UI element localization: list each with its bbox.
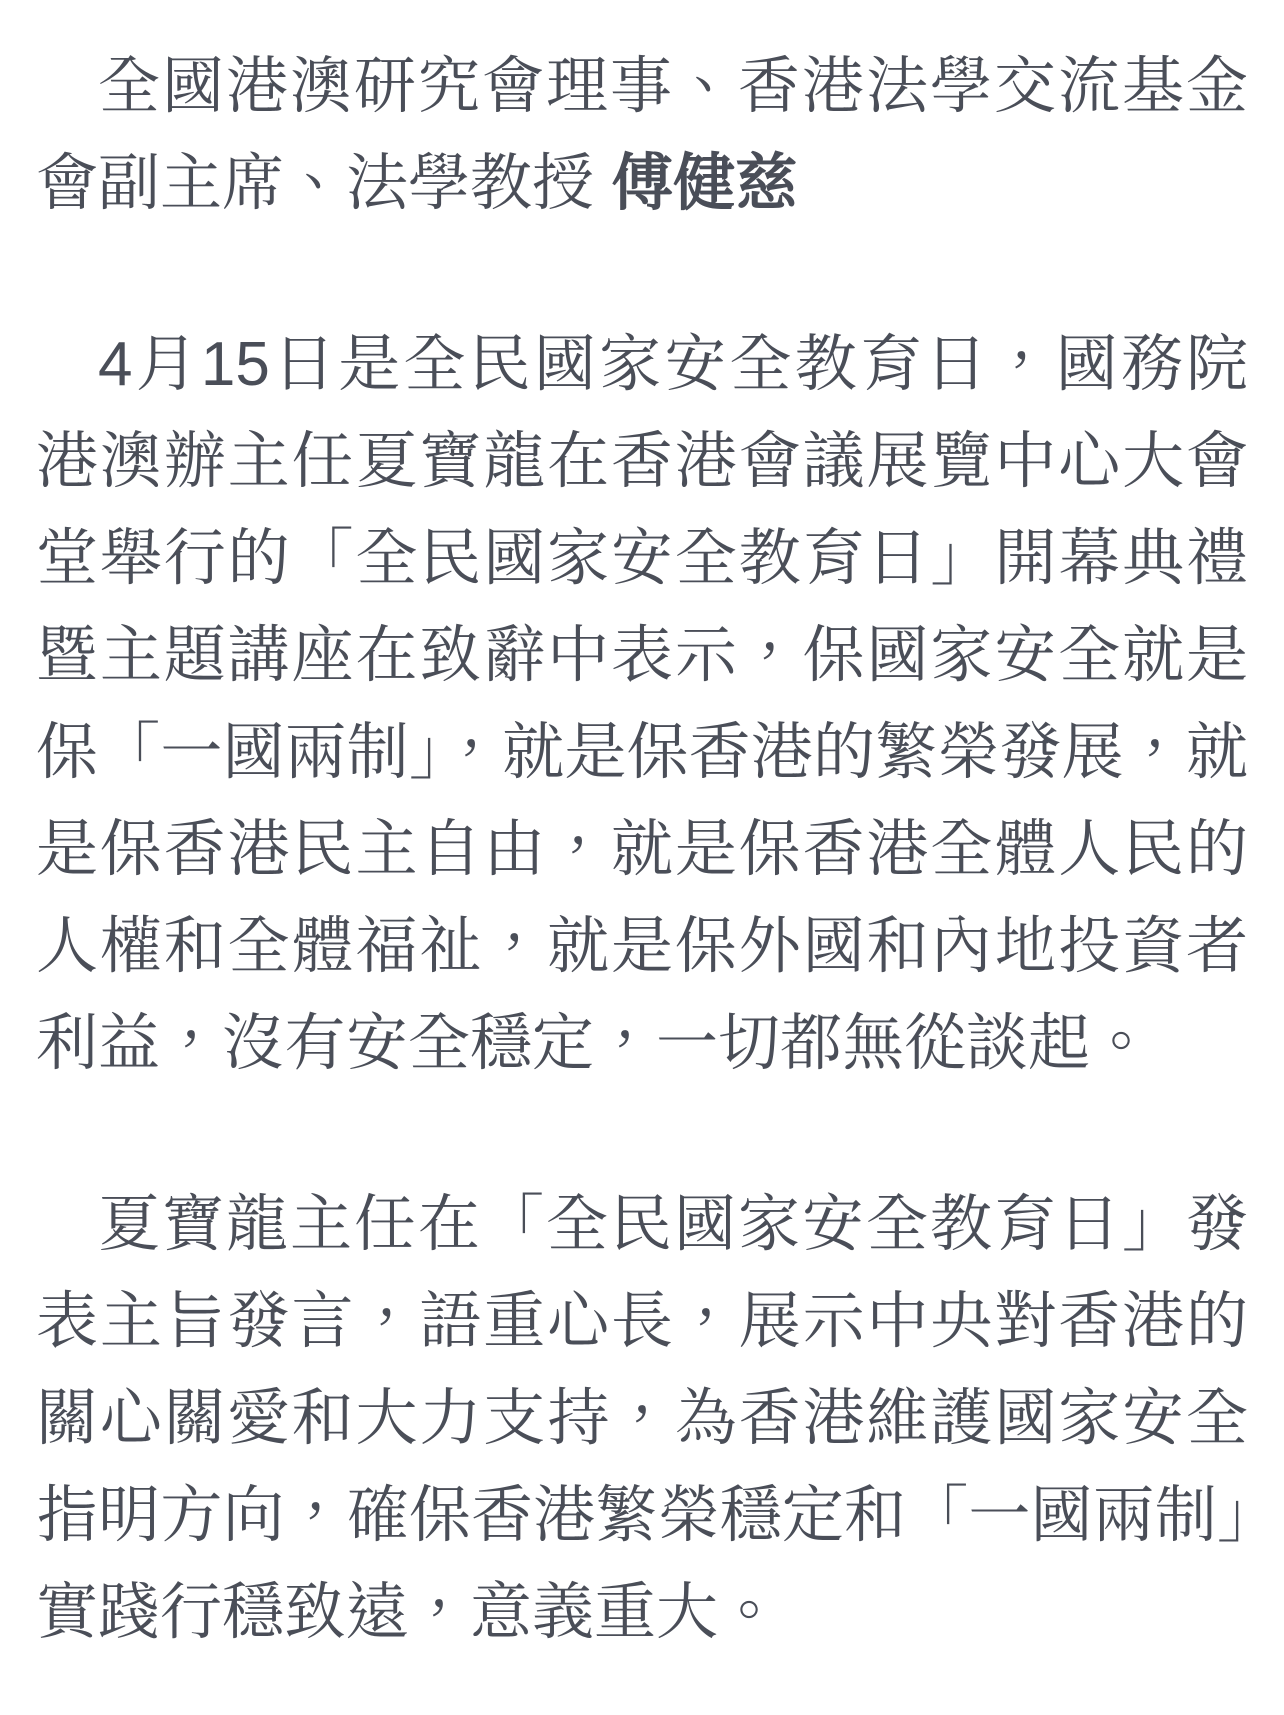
article-paragraph-2: 夏寶龍主任在「全民國家安全教育日」發表主旨發言，語重心長，展示中央對香港的關心關愛和大力支持，為香港維護國家安全指明方向，確保香港繁榮穩定和「一國兩制」實踐行穩致遠，意義重大。 [36,1190,1248,1647]
author-line [36,38,1248,232]
author-name: 傅健慈 [611,149,798,218]
author-titles: 全國港澳研究會理事、香港法學交流基金會副主席、法學教授 [36,52,1248,218]
article-paragraph-1: 4月15日是全民國家安全教育日，國務院港澳辦主任夏寶龍在香港會議展覽中心大會堂舉行的「全民國家安全教育日」開幕典禮暨主題講座在致辭中表示，保國家安全就是保「一國兩制」，就是保香港的繁榮發展，就是保香港民主自由，就是保香港全體人民的人權和全體福祉，就是保外國和內地投資者利益，沒有安全穩定，一切都無從談起。 [36,330,1248,1078]
